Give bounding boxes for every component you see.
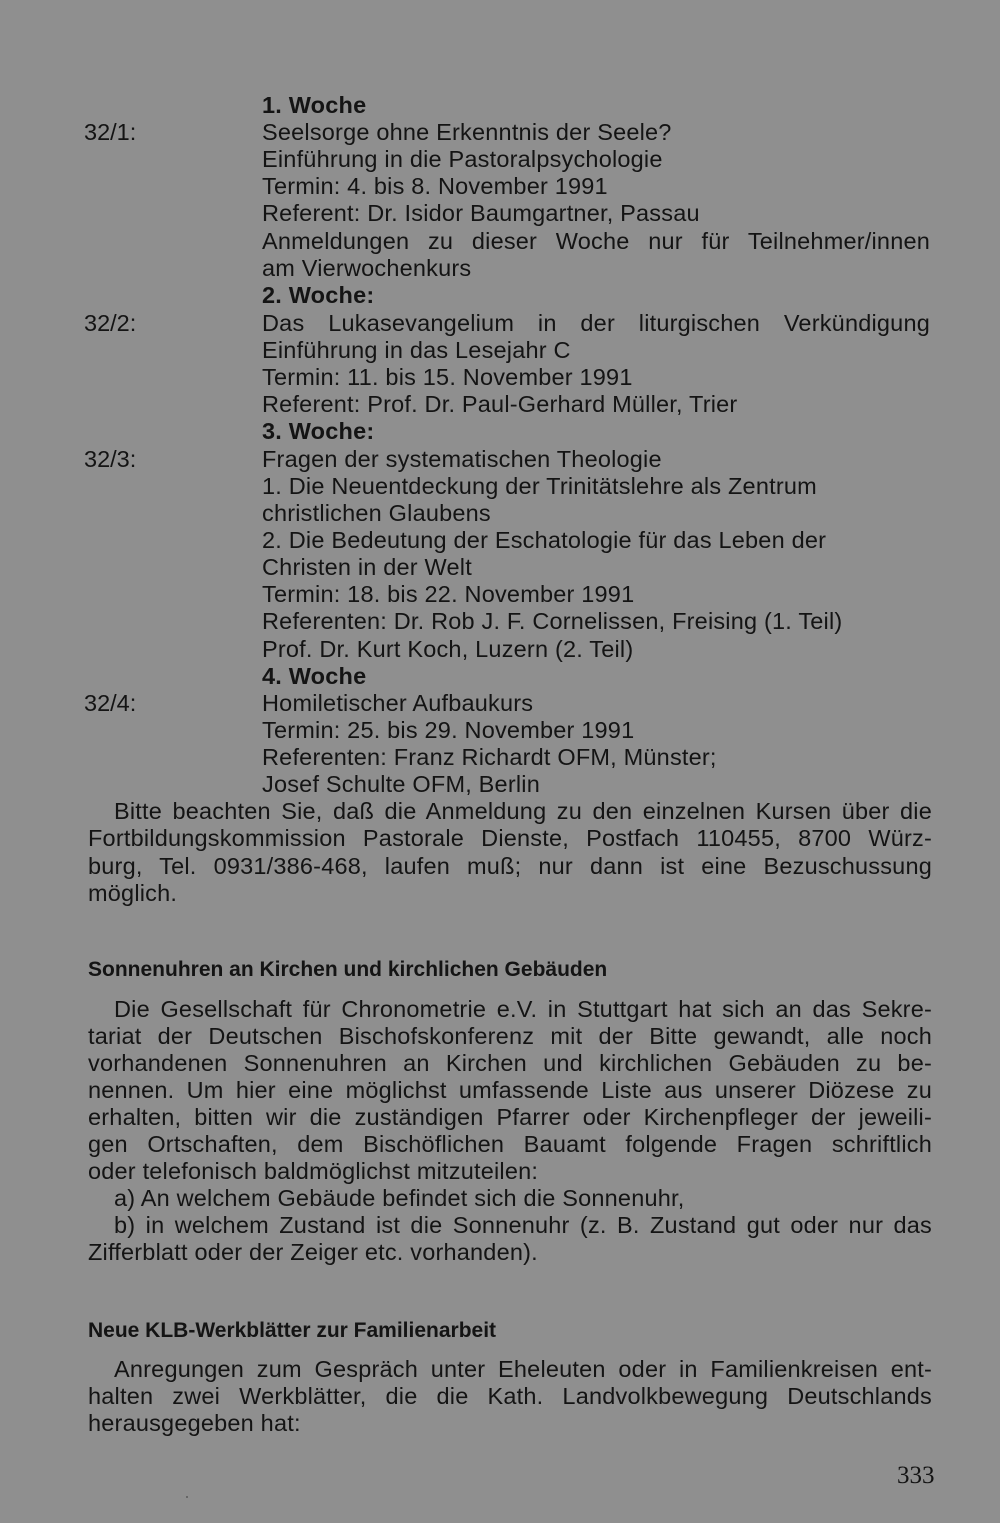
week-3-code: 32/3:	[84, 446, 137, 472]
week-3-line: 1. Die Neuentdeckung der Trinitätslehre als Zentrum	[262, 473, 817, 499]
week-3-line: Fragen der systematischen Theologie	[262, 446, 662, 472]
klb-line: herausgegeben hat:	[88, 1410, 301, 1436]
notice-line: Fortbildungskommission Pastorale Dienste, Postfach 110455, 8700 Würz-	[88, 825, 932, 851]
sundials-line: Zifferblatt oder der Zeiger etc. vorhanden).	[88, 1239, 538, 1265]
week-4-line: Termin: 25. bis 29. November 1991	[262, 717, 635, 743]
week-3-heading: 3. Woche:	[262, 418, 375, 444]
week-1-heading: 1. Woche	[262, 92, 367, 118]
week-4-line: Referenten: Franz Richardt OFM, Münster;	[262, 744, 717, 770]
week-3-line: Termin: 18. bis 22. November 1991	[262, 581, 635, 607]
sundials-line: oder telefonisch baldmöglichst mitzuteilen:	[88, 1158, 539, 1184]
week-2-line: Einführung in das Lesejahr C	[262, 337, 571, 363]
week-2-heading: 2. Woche:	[262, 282, 375, 308]
week-3-line: Prof. Dr. Kurt Koch, Luzern (2. Teil)	[262, 636, 634, 662]
week-2-line: Referent: Prof. Dr. Paul-Gerhard Müller, Trier	[262, 391, 738, 417]
week-4-line: Homiletischer Aufbaukurs	[262, 690, 534, 716]
sundials-item-a: a) An welchem Gebäude befindet sich die Sonnenuhr,	[114, 1185, 685, 1211]
sundials-line: Die Gesellschaft für Chronometrie e.V. in Stuttgart hat sich an das Sekre-	[114, 996, 932, 1022]
week-3-line: christlichen Glaubens	[262, 500, 491, 526]
week-1-line: Seelsorge ohne Erkenntnis der Seele?	[262, 119, 672, 145]
sundials-line: nennen. Um hier eine möglichst umfassende Liste aus unserer Diözese zu	[88, 1077, 932, 1103]
klb-line: halten zwei Werkblätter, die die Kath. Landvolkbewegung Deutschlands	[88, 1383, 932, 1409]
sundials-line: vorhandenen Sonnenuhren an Kirchen und kirchlichen Gebäuden zu be-	[88, 1050, 932, 1076]
week-1-code: 32/1:	[84, 119, 137, 145]
week-3-line: 2. Die Bedeutung der Eschatologie für das Leben der	[262, 527, 827, 553]
page-number: 333	[897, 1462, 935, 1489]
klb-line: Anregungen zum Gespräch unter Eheleuten oder in Familienkreisen ent-	[114, 1356, 932, 1382]
week-1-line: am Vierwochenkurs	[262, 255, 472, 281]
week-1-line: Referent: Dr. Isidor Baumgartner, Passau	[262, 200, 700, 226]
scan-speck	[186, 1496, 188, 1498]
notice-line: Bitte beachten Sie, daß die Anmeldung zu den einzelnen Kursen über die	[114, 798, 932, 824]
week-2-line: Das Lukasevangelium in der liturgischen Verkündigung	[262, 310, 930, 336]
sundials-item-b: b) in welchem Zustand ist die Sonnenuhr (z. B. Zustand gut oder nur das	[114, 1212, 932, 1238]
week-3-line: Christen in der Welt	[262, 554, 472, 580]
sundials-line: gen Ortschaften, dem Bischöflichen Bauamt folgende Fragen schriftlich	[88, 1131, 932, 1157]
week-2-code: 32/2:	[84, 310, 137, 336]
sundials-line: erhalten, bitten wir die zuständigen Pfarrer oder Kirchenpfleger der jeweili-	[88, 1104, 932, 1130]
notice-line: burg, Tel. 0931/386-468, laufen muß; nur dann ist eine Bezuschussung	[88, 853, 932, 879]
week-4-line: Josef Schulte OFM, Berlin	[262, 771, 540, 797]
sundials-heading: Sonnenuhren an Kirchen und kirchlichen Gebäuden	[88, 958, 608, 981]
week-1-line: Termin: 4. bis 8. November 1991	[262, 173, 608, 199]
week-2-line: Termin: 11. bis 15. November 1991	[262, 364, 633, 390]
week-4-heading: 4. Woche	[262, 663, 367, 689]
week-3-line: Referenten: Dr. Rob J. F. Cornelissen, Freising (1. Teil)	[262, 608, 843, 634]
klb-heading: Neue KLB-Werkblätter zur Familienarbeit	[88, 1319, 497, 1342]
notice-line: möglich.	[88, 880, 178, 906]
week-4-code: 32/4:	[84, 690, 137, 716]
sundials-line: tariat der Deutschen Bischofskonferenz mit der Bitte gewandt, alle noch	[88, 1023, 932, 1049]
week-1-line: Einführung in die Pastoralpsychologie	[262, 146, 663, 172]
week-1-line: Anmeldungen zu dieser Woche nur für Teilnehmer/innen	[262, 228, 930, 254]
